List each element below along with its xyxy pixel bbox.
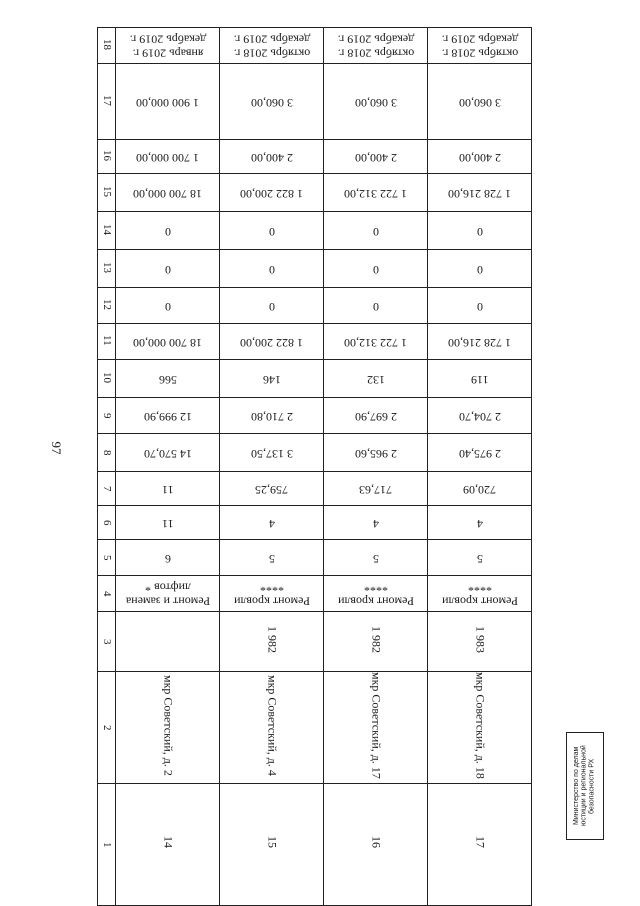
cell-c6: 4 (324, 506, 428, 540)
cell-work: Ремонт кровли **** (428, 576, 532, 612)
column-header: 18 (98, 28, 116, 64)
column-header: 8 (98, 434, 116, 472)
cell-n: 17 (428, 783, 532, 905)
cell-c14: 0 (116, 212, 220, 250)
table-band-col-1 (98, 783, 532, 905)
table-band-col-14 (98, 212, 532, 250)
cell-c8: 3 137,50 (220, 434, 324, 472)
table-band-col-18 (98, 28, 532, 64)
table-band-col-5 (98, 540, 532, 576)
cell-c11: 1 722 312,00 (324, 324, 428, 360)
cell-c6: 4 (220, 506, 324, 540)
cell-c8: 2 975,40 (428, 434, 532, 472)
data-table (97, 27, 531, 859)
cell-n: 15 (220, 783, 324, 905)
cell-c9: 2 710,80 (220, 398, 324, 434)
cell-c17: 3 060,00 (428, 64, 532, 140)
cell-c9: 12 999,90 (116, 398, 220, 434)
table-band-col-4 (98, 576, 532, 612)
cell-c16: 2 400,00 (428, 140, 532, 174)
cell-n: 16 (324, 783, 428, 905)
cell-c6: 4 (428, 506, 532, 540)
cell-c5: 5 (428, 540, 532, 576)
column-header: 16 (98, 140, 116, 174)
cell-c12: 0 (220, 288, 324, 324)
cell-c9: 2 704,70 (428, 398, 532, 434)
cell-period: октябрь 2018 г. декабрь 2019 г. (324, 28, 428, 64)
column-header: 14 (98, 212, 116, 250)
cell-c10: 132 (324, 360, 428, 398)
cell-c14: 0 (428, 212, 532, 250)
table-band-col-10 (98, 360, 532, 398)
cell-c8: 2 965,60 (324, 434, 428, 472)
stamp-text: Министерство по делам юстиции и региональной безопасности РХ (573, 745, 596, 827)
cell-c7: 720,09 (428, 472, 532, 506)
cell-work: Ремонт кровли **** (220, 576, 324, 612)
cell-c11: 18 700 000,00 (116, 324, 220, 360)
table-band-col-12 (98, 288, 532, 324)
cell-c16: 1 700 000,00 (116, 140, 220, 174)
rotated-table (97, 27, 532, 906)
cell-c8: 14 570,70 (116, 434, 220, 472)
table-band-col-15 (98, 174, 532, 212)
cell-c7: 11 (116, 472, 220, 506)
cell-c15: 1 822 200,00 (220, 174, 324, 212)
cell-c6: 11 (116, 506, 220, 540)
cell-address: мкр Советский, д. 4 (220, 672, 324, 784)
cell-c14: 0 (324, 212, 428, 250)
table-band-col-17 (98, 64, 532, 140)
cell-address: мкр Советский, д. 2 (116, 672, 220, 784)
column-header: 11 (98, 324, 116, 360)
cell-year: 1 983 (428, 612, 532, 672)
cell-year: 1 982 (220, 612, 324, 672)
table-band-col-3 (98, 612, 532, 672)
cell-c12: 0 (428, 288, 532, 324)
cell-c7: 717,63 (324, 472, 428, 506)
cell-period: октябрь 2018 г. декабрь 2019 г. (428, 28, 532, 64)
cell-n: 14 (116, 783, 220, 905)
table-band-col-13 (98, 250, 532, 288)
table-band-col-2 (98, 672, 532, 784)
cell-period: январь 2019 г. декабрь 2019 г. (116, 28, 220, 64)
cell-c14: 0 (220, 212, 324, 250)
table-band-col-16 (98, 140, 532, 174)
cell-address: мкр Советский, д. 18 (428, 672, 532, 784)
column-header: 4 (98, 576, 116, 612)
cell-address: мкр Советский, д. 17 (324, 672, 428, 784)
table-band-col-6 (98, 506, 532, 540)
column-header: 10 (98, 360, 116, 398)
cell-c7: 759,25 (220, 472, 324, 506)
cell-c17: 3 060,00 (220, 64, 324, 140)
ministry-stamp (566, 732, 604, 840)
cell-c10: 566 (116, 360, 220, 398)
column-header: 5 (98, 540, 116, 576)
column-header: 1 (98, 783, 116, 905)
column-header: 15 (98, 174, 116, 212)
column-header: 9 (98, 398, 116, 434)
cell-c5: 5 (324, 540, 428, 576)
page-number: 97 (49, 441, 64, 455)
column-header: 3 (98, 612, 116, 672)
cell-c13: 0 (324, 250, 428, 288)
cell-c16: 2 400,00 (220, 140, 324, 174)
cell-c17: 1 900 000,00 (116, 64, 220, 140)
cell-c12: 0 (324, 288, 428, 324)
table-band-col-11 (98, 324, 532, 360)
column-header: 6 (98, 506, 116, 540)
cell-c10: 119 (428, 360, 532, 398)
column-header: 2 (98, 672, 116, 784)
column-header: 12 (98, 288, 116, 324)
cell-c15: 1 722 312,00 (324, 174, 428, 212)
cell-c15: 18 700 000,00 (116, 174, 220, 212)
cell-year: 1 982 (324, 612, 428, 672)
cell-period: октябрь 2018 г. декабрь 2019 г. (220, 28, 324, 64)
cell-c13: 0 (116, 250, 220, 288)
cell-year (116, 612, 220, 672)
cell-c16: 2 400,00 (324, 140, 428, 174)
cell-c12: 0 (116, 288, 220, 324)
cell-c15: 1 728 216,00 (428, 174, 532, 212)
cell-c11: 1 728 216,00 (428, 324, 532, 360)
cell-c17: 3 060,00 (324, 64, 428, 140)
column-header: 17 (98, 64, 116, 140)
cell-c9: 2 697,90 (324, 398, 428, 434)
cell-work: Ремонт и замена лифтов * (116, 576, 220, 612)
column-header: 13 (98, 250, 116, 288)
table-band-col-8 (98, 434, 532, 472)
cell-c13: 0 (220, 250, 324, 288)
cell-c10: 146 (220, 360, 324, 398)
cell-c5: 6 (116, 540, 220, 576)
cell-c11: 1 822 200,00 (220, 324, 324, 360)
cell-work: Ремонт кровли **** (324, 576, 428, 612)
column-header: 7 (98, 472, 116, 506)
table-band-col-7 (98, 472, 532, 506)
cell-c5: 5 (220, 540, 324, 576)
table-band-col-9 (98, 398, 532, 434)
cell-c13: 0 (428, 250, 532, 288)
